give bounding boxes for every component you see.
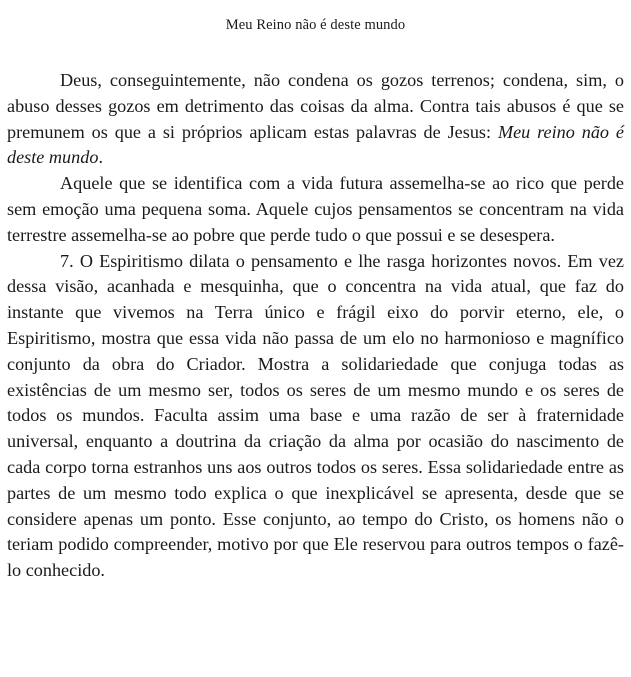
paragraph-2: Aquele que se identifica com a vida futura assemelha-se ao rico que perde sem emoção uma pequena soma. Aquele cujos pensamentos se concentram na vida terrestre assemelha-se ao pobre que perde tudo o que possui e se desespera. bbox=[7, 173, 624, 245]
paragraph-1 bbox=[7, 68, 624, 171]
running-header: Meu Reino não é deste mundo bbox=[225, 17, 406, 33]
paragraph-1-tail: . bbox=[98, 147, 103, 168]
book-page bbox=[7, 0, 624, 677]
paragraph-3: 7. O Espiritismo dilata o pensamento e lhe rasga horizontes novos. Em vez dessa visão, acanhada e mesquinha, que o concentra na vida atual, que faz do instante que vivemos na Terra único e frágil eixo do porvir eterno, ele, o Espiritismo, mostra que essa vida não passa de um elo no harmonioso e magnífico conjunto da obra do Criador. Mostra a solidariedade que conjuga todas as existências de um mesmo ser, todos os seres de um mesmo mundo e os seres de todos os mundos. Faculta assim uma base e uma razão de ser à fraternidade universal, enquanto a doutrina da criação da alma por ocasião do nascimento de cada corpo torna estranhos uns aos outros todos os seres. Essa solidariedade entre as partes de um mesmo todo explica o que inexplicável se apresenta, desde que se considere apenas um ponto. Esse conjunto, ao tempo do Cristo, os homens não o teriam podido compreender, motivo por que Ele reservou para outros tempos o fazê-lo conhecido. bbox=[7, 250, 624, 581]
body-text bbox=[7, 68, 624, 584]
paragraph-1-text: Deus, conseguintemente, não condena os gozos terrenos; condena, sim, o abuso desses gozos em detrimento das coisas da alma. Contra tais abusos é que se premunem os que a si próprios aplicam estas palavras de Jesus: bbox=[7, 70, 624, 142]
paragraph-1-emphasis: Meu reino não é deste mundo bbox=[7, 121, 624, 168]
